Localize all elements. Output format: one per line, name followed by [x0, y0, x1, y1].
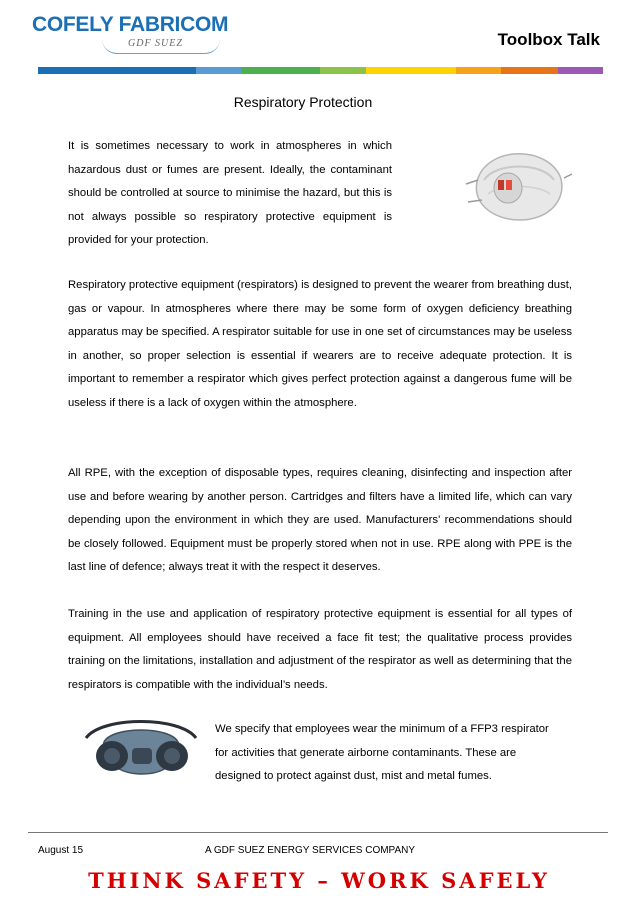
color-bar-segment [320, 67, 365, 74]
color-bar-segment [456, 67, 501, 74]
paragraph-training: Training in the use and application of respiratory protective equipment is essential for all types of equipment. All employees should have received a face fit test; the qualitative process provides training on the limitations, installation and adjustment of the respirator as well as determining that the respirators is compatible with the individual’s needs. [68, 608, 572, 691]
disposable-respirator-image [460, 140, 576, 226]
header-color-bar [38, 67, 603, 74]
color-bar-segment [558, 67, 603, 74]
color-bar-segment [366, 67, 456, 74]
section-heading: Respiratory Protection [233, 94, 373, 110]
footer-date: August 15 [38, 845, 84, 856]
paragraph-maintenance: All RPE, with the exception of disposable types, requires cleaning, disinfecting and inspection after use and before wearing by another person. Cartridges and filters have a limited life, which can vary depending upon the environment in which they are used. Manufacturers' recommendations should be closely followed. Equipment must be properly stored when not in use. RPE along with PPE is the last line of defence; always treat it with the respect it deserves. [68, 467, 572, 573]
color-bar-segment [241, 67, 320, 74]
paragraph-design: Respiratory protective equipment (respirators) is designed to prevent the wearer from breathing dust, gas or vapour. In atmospheres where there may be some form of oxygen deficiency breathing apparatus may be specified. A respirator suitable for use in one set of circumstances may be useless in another, so proper selection is essential if wearers are to receive adequate protection. It is important to remember a respirator which gives perfect protection against a dangerous fume will be useless if there is a lack of oxygen within the atmosphere. [68, 279, 572, 409]
logo-subtext: GDF SUEZ [128, 38, 183, 49]
color-bar-segment [196, 67, 241, 74]
color-bar-segment [38, 67, 128, 74]
half-mask-respirator-image [82, 708, 200, 784]
paragraph-requirement: We specify that employees wear the minimum of a FFP3 respirator for activities that generate airborne contaminants. These are designed to protect against dust, mist and metal fumes. [215, 723, 549, 782]
safety-slogan: THINK SAFETY – WORK SAFELY [88, 868, 550, 893]
company-logo [32, 13, 229, 49]
paragraph-intro: It is sometimes necessary to work in atmospheres in which hazardous dust or fumes are present. Ideally, the contaminant should be controlled at source to minimise the hazard, but this is not always possible so respiratory protective equipment is provided for your protection. [68, 140, 392, 246]
footer-divider [28, 832, 608, 833]
color-bar-segment [128, 67, 196, 74]
doc-title: Toolbox Talk [497, 30, 600, 49]
logo-text: COFELY FABRICOM [32, 13, 229, 36]
color-bar-segment [501, 67, 558, 74]
footer-company: A GDF SUEZ ENERGY SERVICES COMPANY [205, 845, 416, 856]
